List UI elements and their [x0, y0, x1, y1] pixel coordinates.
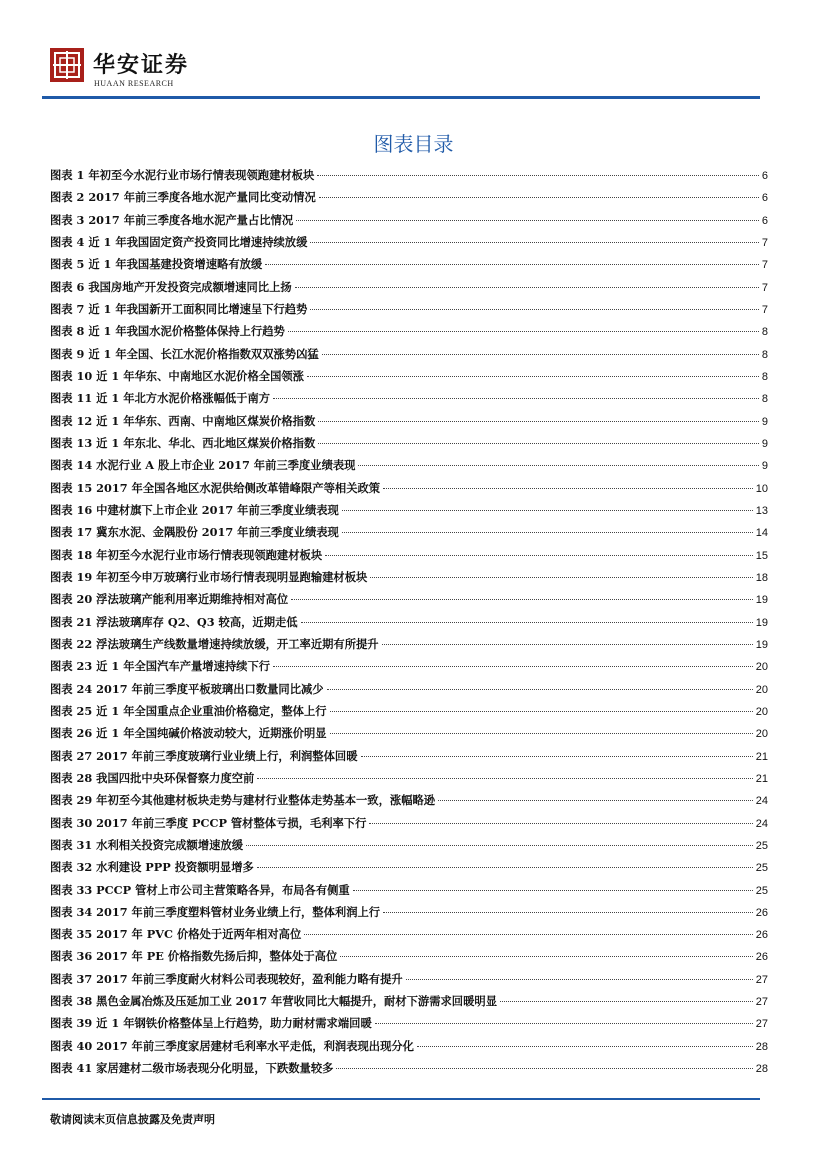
toc-entry-page: 7 — [761, 259, 768, 272]
toc-entry[interactable] — [50, 879, 768, 901]
toc-leader-dots — [361, 756, 753, 757]
toc-entry[interactable] — [50, 901, 768, 923]
toc-leader-dots — [383, 912, 753, 913]
toc-leader-dots — [295, 287, 759, 288]
toc-leader-dots — [257, 778, 752, 779]
toc-leader-dots — [318, 443, 759, 444]
toc-leader-dots — [327, 689, 753, 690]
toc-title: 图表目录 — [373, 132, 454, 156]
toc-leader-dots — [257, 867, 753, 868]
toc-entry-label[interactable]: 图表 11 近 1 年北方水泥价格涨幅低于南方 — [50, 391, 271, 406]
toc-entry-label[interactable]: 图表 2 2017 年前三季度各地水泥产量同比变动情况 — [50, 190, 316, 205]
toc-entry-label[interactable]: 图表 31 水利相关投资完成额增速放缓 — [50, 837, 244, 852]
toc-entry-label[interactable]: 图表 36 2017 年 PE 价格指数先扬后抑，整体处于高位 — [50, 949, 338, 964]
toc-entry-label[interactable]: 图表 40 2017 年前三季度家居建材毛利率水平走低，利润表现出现分化 — [50, 1038, 414, 1053]
toc-entry[interactable] — [50, 700, 768, 722]
toc-entry[interactable] — [50, 343, 768, 365]
toc-entry-page: 9 — [761, 460, 768, 473]
toc-entry-label[interactable]: 图表 3 2017 年前三季度各地水泥产量占比情况 — [50, 212, 294, 227]
toc-leader-dots — [342, 532, 753, 533]
toc-entry[interactable] — [50, 253, 768, 275]
toc-leader-dots — [325, 555, 753, 556]
disclaimer-note: 敬请阅读末页信息披露及免责声明 — [50, 1113, 215, 1126]
toc-entry[interactable] — [50, 633, 768, 655]
toc-leader-dots — [296, 220, 759, 221]
toc-entry-page: 19 — [755, 594, 768, 607]
toc-entry-page: 13 — [755, 504, 768, 517]
toc-entry-page: 6 — [761, 192, 768, 205]
toc-leader-dots — [330, 733, 753, 734]
toc-entry-label[interactable]: 图表 7 近 1 年我国新开工面积同比增速呈下行趋势 — [50, 301, 308, 316]
toc-entry[interactable] — [50, 745, 768, 767]
toc-entry[interactable] — [50, 588, 768, 610]
toc-entry[interactable] — [50, 521, 768, 543]
toc-entry-page: 6 — [761, 170, 768, 182]
toc-entry-label[interactable]: 图表 26 近 1 年全国纯碱价格波动较大，近期涨价明显 — [50, 726, 327, 741]
toc-entry[interactable] — [50, 209, 768, 231]
toc-entry-label[interactable]: 图表 18 年初至今水泥行业市场行情表现领跑建材板块 — [50, 547, 323, 562]
toc-entry-page: 7 — [761, 303, 768, 316]
toc-entry-page: 10 — [755, 482, 768, 495]
toc-entry[interactable] — [50, 432, 768, 454]
toc-entry-page: 25 — [755, 862, 768, 875]
toc-entry[interactable] — [50, 923, 768, 945]
toc-leader-dots — [336, 1068, 752, 1069]
toc-entry-page: 9 — [761, 415, 768, 428]
toc-entry-label[interactable]: 图表 27 2017 年前三季度玻璃行业业绩上行，利润整体回暖 — [50, 748, 358, 763]
toc-leader-dots — [288, 331, 759, 332]
toc-entry[interactable] — [50, 164, 768, 186]
toc-entry-label[interactable]: 图表 10 近 1 年华东、中南地区水泥价格全国领涨 — [50, 368, 304, 383]
toc-entry[interactable] — [50, 410, 768, 432]
footer-divider — [42, 1098, 760, 1100]
toc-entry-label[interactable]: 图表 21 浮法玻璃库存 Q2、Q3 较高，近期走低 — [50, 614, 298, 629]
toc-entry-page: 7 — [761, 281, 768, 294]
toc-entry-page: 14 — [755, 527, 768, 540]
toc-leader-dots — [265, 264, 759, 265]
toc-leader-dots — [340, 956, 752, 957]
toc-leader-dots — [370, 577, 752, 578]
toc-entry-label[interactable]: 图表 37 2017 年前三季度耐火材料公司表现较好，盈利能力略有提升 — [50, 971, 403, 986]
toc-leader-dots — [307, 376, 759, 377]
toc-entry-page: 19 — [755, 616, 768, 629]
toc-entry[interactable] — [50, 834, 768, 856]
toc-leader-dots — [382, 644, 753, 645]
toc-entry-page: 15 — [755, 549, 768, 562]
toc-entry-label[interactable]: 图表 12 近 1 年华东、西南、中南地区煤炭价格指数 — [50, 413, 316, 428]
toc-leader-dots — [375, 1023, 753, 1024]
toc-leader-dots — [273, 666, 753, 667]
toc-entry-label[interactable]: 图表 24 2017 年前三季度平板玻璃出口数量同比减少 — [50, 681, 324, 696]
toc-entry-page: 8 — [761, 393, 768, 406]
toc-leader-dots — [353, 890, 753, 891]
toc-leader-dots — [246, 845, 753, 846]
toc-entry-page: 19 — [755, 638, 768, 651]
toc-entry-label[interactable]: 图表 38 黑色金属冶炼及压延加工业 2017 年营收同比大幅提升，耐材下游需求回暖明显 — [50, 994, 497, 1009]
toc-entry-page: 27 — [755, 973, 768, 986]
toc-entry[interactable] — [50, 186, 768, 208]
toc-entry-page: 26 — [755, 906, 768, 919]
toc-entry-page: 6 — [761, 214, 768, 227]
toc-entry-page: 8 — [761, 348, 768, 361]
toc-entry[interactable] — [50, 1012, 768, 1034]
toc-entry[interactable] — [50, 968, 768, 990]
toc-entry-page: 27 — [755, 996, 768, 1009]
brand-name-cn: 华安证券 — [93, 52, 190, 78]
toc-entry[interactable] — [50, 990, 768, 1012]
toc-entry-page: 7 — [761, 236, 768, 249]
toc-entry-page: 18 — [755, 571, 768, 584]
toc-entry[interactable] — [50, 789, 768, 811]
toc-entry-page: 26 — [755, 951, 768, 964]
toc-entry[interactable] — [50, 945, 768, 967]
toc-entry-page: 8 — [761, 326, 768, 339]
toc-entry-page: 28 — [755, 1063, 768, 1076]
toc-entry-label[interactable]: 图表 9 近 1 年全国、长江水泥价格指数双双涨势凶猛 — [50, 346, 319, 361]
toc-entry-page: 8 — [761, 370, 768, 383]
toc-entry[interactable] — [50, 387, 768, 409]
brand-name-en: HUAAN RESEARCH — [94, 79, 174, 88]
toc-leader-dots — [304, 934, 753, 935]
toc-entry[interactable] — [50, 856, 768, 878]
toc-entry-label[interactable]: 图表 22 浮法玻璃生产线数量增速持续放缓，开工率近期有所提升 — [50, 636, 379, 651]
toc-entry-label[interactable]: 图表 23 近 1 年全国汽车产量增速持续下行 — [50, 659, 271, 674]
toc-entry[interactable] — [50, 298, 768, 320]
toc-entry-label[interactable]: 图表 13 近 1 年东北、华北、西北地区煤炭价格指数 — [50, 435, 316, 450]
toc-leader-dots — [301, 622, 753, 623]
toc-entry-label[interactable]: 图表 34 2017 年前三季度塑料管材业务业绩上行，整体利润上行 — [50, 904, 381, 919]
toc-leader-dots — [406, 979, 753, 980]
toc-entry[interactable] — [50, 454, 768, 476]
toc-leader-dots — [383, 488, 753, 489]
toc-leader-dots — [318, 421, 759, 422]
toc-entry-label[interactable]: 图表 8 近 1 年我国水泥价格整体保持上行趋势 — [50, 324, 285, 339]
toc-entry-page: 24 — [755, 795, 768, 808]
toc-leader-dots — [438, 800, 753, 801]
figure-index-list — [50, 164, 768, 1079]
toc-entry-label[interactable]: 图表 30 2017 年前三季度 PCCP 管材整体亏损，毛利率下行 — [50, 815, 367, 830]
header-divider — [42, 96, 760, 99]
toc-entry[interactable] — [50, 276, 768, 298]
toc-entry-label[interactable]: 图表 28 我国四批中央环保督察力度空前 — [50, 770, 255, 785]
toc-entry-page: 21 — [755, 772, 768, 785]
huaan-logo-icon — [50, 48, 84, 82]
toc-entry-page: 28 — [755, 1040, 768, 1053]
toc-entry-label[interactable]: 图表 19 年初至今申万玻璃行业市场行情表现明显跑输建材板块 — [50, 569, 368, 584]
toc-entry-label[interactable]: 图表 1 年初至今水泥行业市场行情表现领跑建材板块 — [50, 168, 315, 182]
toc-entry-label[interactable]: 图表 5 近 1 年我国基建投资增速略有放缓 — [50, 257, 263, 272]
toc-leader-dots — [330, 711, 753, 712]
toc-entry-label[interactable]: 图表 20 浮法玻璃产能利用率近期维持相对高位 — [50, 592, 289, 607]
toc-entry-label[interactable]: 图表 32 水利建设 PPP 投资额明显增多 — [50, 860, 254, 875]
toc-entry-label[interactable]: 图表 35 2017 年 PVC 价格处于近两年相对高位 — [50, 927, 302, 942]
toc-leader-dots — [417, 1046, 753, 1047]
toc-entry-label[interactable]: 图表 17 冀东水泥、金隅股份 2017 年前三季度业绩表现 — [50, 525, 339, 540]
toc-leader-dots — [273, 398, 759, 399]
toc-entry-label[interactable]: 图表 14 水泥行业 A 股上市企业 2017 年前三季度业绩表现 — [50, 458, 356, 473]
toc-entry-page: 24 — [755, 817, 768, 830]
toc-entry-page: 20 — [755, 728, 768, 741]
toc-entry-page: 26 — [755, 929, 768, 942]
toc-entry[interactable] — [50, 544, 768, 566]
toc-entry-page: 20 — [755, 705, 768, 718]
toc-leader-dots — [310, 309, 758, 310]
toc-entry[interactable] — [50, 1035, 768, 1057]
toc-leader-dots — [358, 465, 758, 466]
page-header — [0, 0, 827, 100]
toc-entry[interactable] — [50, 611, 768, 633]
toc-entry-page: 25 — [755, 839, 768, 852]
toc-leader-dots — [310, 242, 758, 243]
toc-entry-page: 9 — [761, 437, 768, 450]
toc-entry[interactable] — [50, 365, 768, 387]
toc-entry-label[interactable]: 图表 16 中建材旗下上市企业 2017 年前三季度业绩表现 — [50, 502, 339, 517]
toc-entry-label[interactable]: 图表 29 年初至今其他建材板块走势与建材行业整体走势基本一致，涨幅略逊 — [50, 793, 436, 808]
toc-leader-dots — [322, 354, 759, 355]
toc-entry[interactable] — [50, 722, 768, 744]
toc-entry-label[interactable]: 图表 25 近 1 年全国重点企业重油价格稳定，整体上行 — [50, 703, 327, 718]
toc-entry[interactable] — [50, 231, 768, 253]
toc-entry[interactable] — [50, 499, 768, 521]
toc-entry-label[interactable]: 图表 4 近 1 年我国固定资产投资同比增速持续放缓 — [50, 234, 308, 249]
toc-entry[interactable] — [50, 767, 768, 789]
toc-leader-dots — [369, 823, 752, 824]
toc-entry-page: 20 — [755, 661, 768, 674]
toc-leader-dots — [319, 197, 759, 198]
toc-entry-label[interactable]: 图表 6 我国房地产开发投资完成额增速同比上扬 — [50, 279, 292, 294]
toc-entry[interactable] — [50, 1057, 768, 1079]
toc-leader-dots — [317, 175, 759, 176]
toc-entry[interactable] — [50, 812, 768, 834]
toc-leader-dots — [500, 1001, 753, 1002]
toc-entry[interactable] — [50, 678, 768, 700]
toc-entry-page: 20 — [755, 683, 768, 696]
toc-entry-label[interactable]: 图表 33 PCCP 管材上市公司主营策略各异，布局各有侧重 — [50, 882, 350, 897]
toc-entry[interactable] — [50, 655, 768, 677]
toc-entry[interactable] — [50, 477, 768, 499]
toc-leader-dots — [291, 599, 753, 600]
toc-entry[interactable] — [50, 320, 768, 342]
toc-leader-dots — [342, 510, 753, 511]
toc-entry-label[interactable]: 图表 39 近 1 年钢铁价格整体呈上行趋势，助力耐材需求端回暖 — [50, 1016, 372, 1031]
toc-entry-page: 25 — [755, 884, 768, 897]
toc-entry-page: 27 — [755, 1018, 768, 1031]
toc-entry-label[interactable]: 图表 15 2017 年全国各地区水泥供给侧改革错峰限产等相关政策 — [50, 480, 381, 495]
toc-entry-page: 21 — [755, 750, 768, 763]
toc-entry[interactable] — [50, 566, 768, 588]
toc-entry-label[interactable]: 图表 41 家居建材二级市场表现分化明显，下跌数量较多 — [50, 1061, 334, 1076]
